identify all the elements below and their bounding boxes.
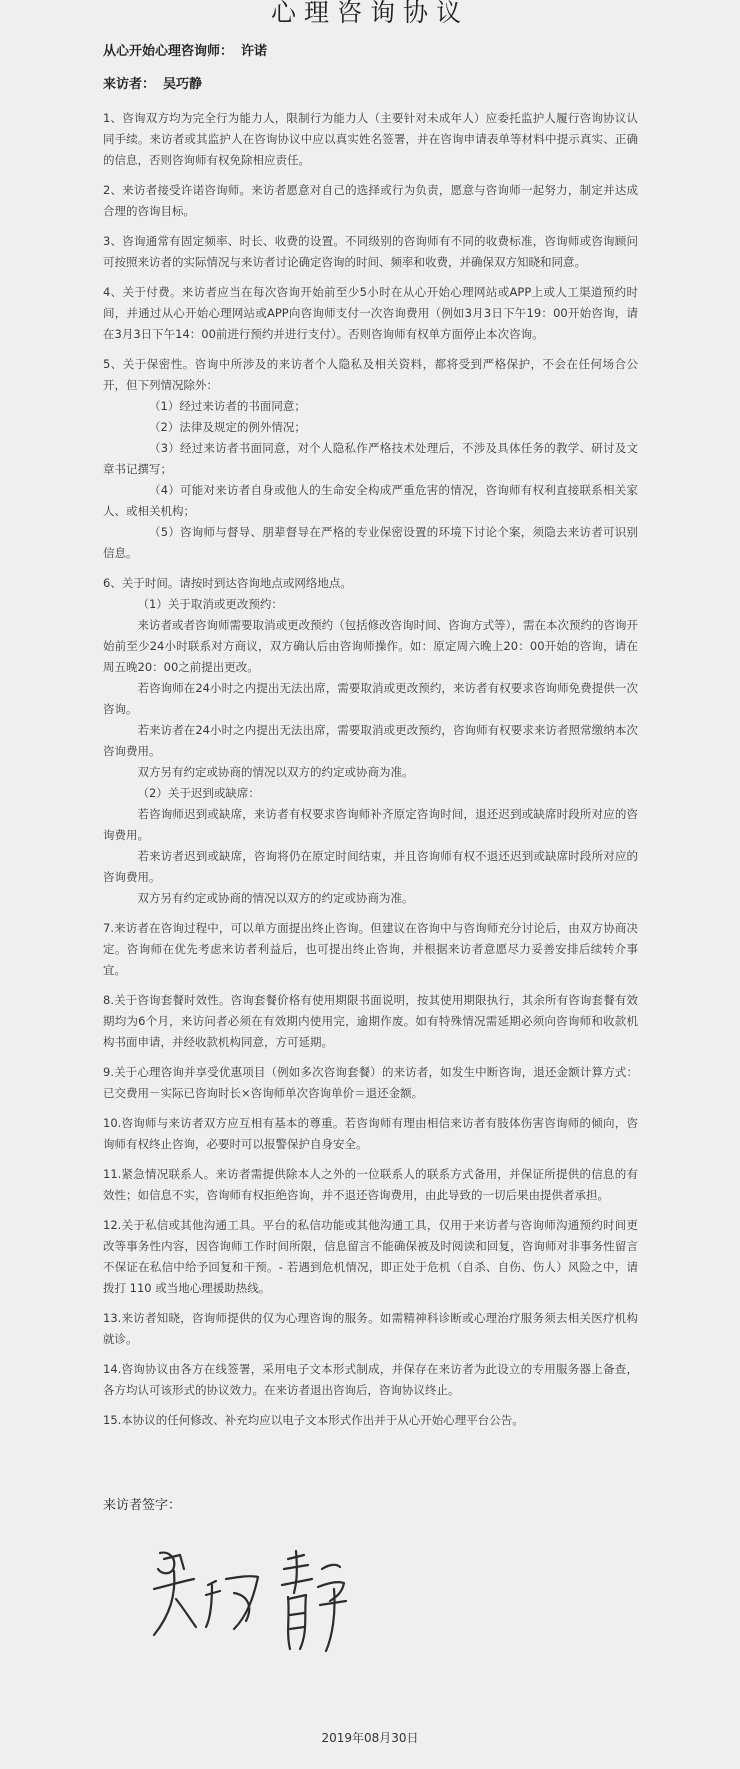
clause-paragraph: （4）可能对来访者自身或他人的生命安全构成严重危害的情况，咨询师有权利直接联系相关家人、或相关机构； — [103, 483, 638, 518]
clause-paragraph: （2）法律及规定的例外情况； — [149, 420, 306, 434]
handwritten-signature — [150, 1545, 410, 1660]
clause-paragraph: 10.咨询师与来访者双方应互相有基本的尊重。若咨询师有理由相信来访者有肢体伤害咨询师的倾向，咨询师有权终止咨询，必要时可以报警保护自身安全。 — [103, 1116, 638, 1151]
clause-paragraph: 1、咨询双方均为完全行为能力人，限制行为能力人（主要针对未成年人）应委托监护人履行咨询协议认同手续。来访者或其监护人在咨询协议中应以真实姓名签署，并在咨询申请表单等材料中提示真实、正确的信息，否则咨询师有权免除相应责任。 — [103, 111, 638, 167]
clause-paragraph: 15.本协议的任何修改、补充均应以电子文本形式作出并于从心开始心理平台公告。 — [103, 1413, 524, 1427]
consultant-label: 从心开始心理咨询师： — [103, 44, 234, 59]
page-title: 心理咨询协议 — [270, 0, 469, 27]
signature-label: 来访者签字： — [103, 1498, 182, 1513]
clause-paragraph: 3、咨询通常有固定频率、时长、收费的设置。不同级别的咨询师有不同的收费标准，咨询师或咨询顾问可按照来访者的实际情况与来访者讨论确定咨询的时间、频率和收费，并确保双方知晓和同意。 — [103, 234, 638, 269]
clause-paragraph: （3）经过来访者书面同意，对个人隐私作严格技术处理后，不涉及具体任务的教学、研讨及文章书记撰写； — [103, 441, 638, 476]
visitor-line — [103, 76, 638, 94]
clause-paragraph: 双方另有约定或协商的情况以双方的约定或协商为准。 — [137, 891, 414, 905]
clause-paragraph: 13.来访者知晓，咨询师提供的仅为心理咨询的服务。如需精神科诊断或心理治疗服务须去相关医疗机构就诊。 — [103, 1311, 638, 1346]
clause-paragraph: 5、关于保密性。咨询中所涉及的来访者个人隐私及相关资料，都将受到严格保护，不会在任何场合公开，但下列情况除外： — [103, 357, 638, 392]
clause-paragraph: 来访者或者咨询师需要取消或更改预约（包括修改咨询时间、咨询方式等），需在本次预约的咨询开始前至少24小时联系对方商议，双方确认后由咨询师操作。如：原定周六晚上20：00开始的咨询，请在周五晚20：00之前提出更改。 — [103, 618, 638, 674]
clause-paragraph: 6、关于时间。请按时到达咨询地点或网络地点。 — [103, 576, 352, 590]
clause-paragraph: 7.来访者在咨询过程中，可以单方面提出终止咨询。但建议在咨询中与咨询师充分讨论后，由双方协商决定。咨询师在优先考虑来访者利益后，也可提出终止咨询，并根据来访者意愿尽力妥善安排后续转介事宜。 — [103, 921, 638, 977]
signing-date: 2019年08月30日 — [321, 1731, 419, 1745]
clause-paragraph: 8.关于咨询套餐时效性。咨询套餐价格有使用期限书面说明，按其使用期限执行，其余所有咨询套餐有效期均为6个月，来访问者必须在有效期内使用完，逾期作废。如有特殊情况需延期必须向咨询师和收款机构书面申请，并经收款机构同意，方可延期。 — [103, 993, 638, 1049]
clause-paragraph: 若来访者在24小时之内提出无法出席，需要取消或更改预约，咨询师有权要求来访者照常缴纳本次咨询费用。 — [103, 723, 638, 758]
clause-paragraph: 11.紧急情况联系人。来访者需提供除本人之外的一位联系人的联系方式备用，并保证所提供的信息的有效性；如信息不实，咨询师有权拒绝咨询，并不退还咨询费用，由此导致的一切后果由提供者承担。 — [103, 1167, 638, 1202]
clause-paragraph: （1）关于取消或更改预约： — [137, 597, 283, 611]
visitor-label: 来访者： — [103, 77, 156, 92]
clause-paragraph: 9.关于心理咨询并享受优惠项目（例如多次咨询套餐）的来访者，如发生中断咨询，退还金额计算方式：已交费用－实际已咨询时长×咨询师单次咨询单价＝退还金额。 — [103, 1065, 638, 1100]
visitor-name: 吴巧静 — [163, 77, 203, 92]
clause-paragraph: 4、关于付费。来访者应当在每次咨询开始前至少5小时在从心开始心理网站或APP上或人工渠道预约时间，并通过从心开始心理网站或APP向咨询师支付一次咨询费用（例如3月3日下午19：00开始咨询，请在3月3日下午14：00前进行预约并进行支付）。否则咨询师有权单方面停止本次咨询。 — [103, 285, 638, 341]
clause-paragraph: 若咨询师在24小时之内提出无法出席，需要取消或更改预约，来访者有权要求咨询师免费提供一次咨询。 — [103, 681, 638, 716]
consultant-line — [103, 43, 638, 61]
clause-paragraph: 若来访者迟到或缺席，咨询将仍在原定时间结束，并且咨询师有权不退还迟到或缺席时段所对应的咨询费用。 — [103, 849, 638, 884]
agreement-body — [103, 40, 638, 1440]
clause-paragraph: （1）经过来访者的书面同意； — [149, 399, 306, 413]
clause-list — [103, 108, 638, 1431]
clause-paragraph: （5）咨询师与督导、朋辈督导在严格的专业保密设置的环境下讨论个案，须隐去来访者可识别信息。 — [103, 525, 638, 560]
clause-paragraph: 14.咨询协议由各方在线签署，采用电子文本形式制成，并保存在来访者为此设立的专用服务器上备查，各方均认可该形式的协议效力。在来访者退出咨询后，咨询协议终止。 — [103, 1362, 638, 1397]
clause-paragraph: 12.关于私信或其他沟通工具。平台的私信功能或其他沟通工具，仅用于来访者与咨询师沟通预约时间更改等事务性内容，因咨询师工作时间所限，信息留言不能确保被及时阅读和回复，咨询师对非事务性留言不保证在私信中给予回复和干预。- 若遇到危机情况，即正处于危机（自杀、自伤、伤人）风险之中，请拨打 110 或当地心理援助热线。 — [103, 1218, 638, 1295]
clause-paragraph: 若咨询师迟到或缺席，来访者有权要求咨询师补齐原定咨询时间，退还迟到或缺席时段所对应的咨询费用。 — [103, 807, 638, 842]
clause-paragraph: （2）关于迟到或缺席： — [137, 786, 260, 800]
clause-paragraph: 双方另有约定或协商的情况以双方的约定或协商为准。 — [137, 765, 414, 779]
clause-paragraph: 2、来访者接受许诺咨询师。来访者愿意对自己的选择或行为负责，愿意与咨询师一起努力，制定并达成合理的咨询目标。 — [103, 183, 638, 218]
consultant-name: 许诺 — [241, 44, 268, 59]
